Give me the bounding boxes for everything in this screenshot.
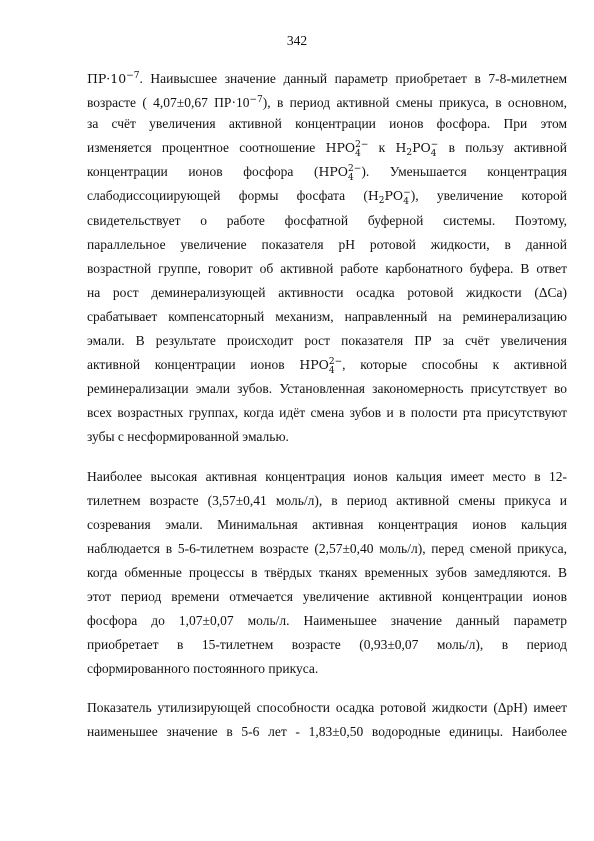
chem-formula-h2po4: $H_2PO$ − 4: [395, 140, 439, 160]
text-line: созревания эмали. Минимальная активная концентрация ионов кальция: [87, 516, 567, 532]
text-line: наблюдается в 5-6-тилетнем возрасте (2,57±0,40 моль/л), перед сменой прикуса,: [87, 540, 567, 556]
text-line: всех возрастных группах, когда идёт смена зубов и в полости рта присутствуют: [87, 405, 567, 421]
text-line: наименьшее значение в 5-6 лет - 1,83±0,50 водородные единицы. Наиболее: [87, 724, 567, 740]
text-line: за счёт увеличения активной концентрации ионов фосфора. При этом: [87, 116, 567, 132]
text-line: реминерализации эмали зубов. Установленная закономерность присутствует во: [87, 381, 567, 397]
paragraph-2: [87, 465, 567, 682]
text-line: активной концентрации ионов HPO 2− 4 , которые способны к активной: [87, 353, 567, 377]
text-line: концентрации ионов фосфора (HPO 2− 4 ). Уменьшается концентрация: [87, 160, 567, 184]
text-line: тилетнем возрасте (3,57±0,41 моль/л), в период активной смены прикуса и: [87, 492, 567, 508]
chem-formula-hpo4: HPO 2− 4: [325, 140, 369, 160]
chem-formula-h2po4: $H_2PO$ − 4: [367, 188, 411, 208]
text-line: когда обменные процессы в твёрдых тканях временных зубов замедляются. В: [87, 564, 567, 580]
text-line: возрастной группе, говорит об активной работе карбонатного буфера. В ответ: [87, 260, 567, 276]
text-line: фосфора до 1,07±0,07 моль/л. Наименьшее значение данный параметр: [87, 613, 567, 629]
text-line: слабодиссоциирующей формы фосфата ($H_2PO$ − 4 ), увеличение которой: [87, 184, 567, 208]
text-line: срабатывает компенсаторный механизм, направленный на реминерализацию: [87, 308, 567, 324]
text-line: на рост деминерализующей активности осадка ротовой жидкости (ΔCa): [87, 284, 567, 300]
text-line: $ПР\cdot 10^{-7}$. Наивысшее значение данный параметр приобретает в 7-8-милетнем: [87, 71, 567, 86]
text-line: возрасте ( 4,07±0,67 $ПР\cdot 10^{-7}$), в период активной смены прикуса, в основном,: [87, 95, 567, 111]
page-number: 342: [286, 33, 308, 48]
text-line: изменяется процентное соотношение HPO 2− 4 к $H_2PO$ − 4 в пользу активной: [87, 136, 567, 160]
chem-formula-hpo4: HPO 2− 4: [299, 357, 343, 377]
text-line: Показатель утилизирующей способности осадка ротовой жидкости (ΔpH) имеет: [87, 700, 567, 716]
chem-formula-hpo4: HPO 2− 4: [318, 164, 362, 184]
text-line: этот период времени отмечается увеличение активной концентрации ионов: [87, 588, 567, 604]
text-line: эмали. В результате происходит рост показателя ПР за счёт увеличения: [87, 333, 567, 349]
body-text: [87, 64, 567, 745]
paragraph-1: [87, 64, 567, 450]
paragraph-3: [87, 696, 567, 744]
text-line: параллельное увеличение показателя pH ротовой жидкости, в данной: [87, 236, 567, 252]
text-line: свидетельствует о работе фосфатной буферной системы. Поэтому,: [87, 212, 567, 228]
text-line: Наиболее высокая активная концентрация ионов кальция имеет место в 12-: [87, 468, 567, 484]
text-line: сформированного постоянного прикуса.: [87, 661, 319, 677]
text-line: приобретает в 15-тилетнем возрасте (0,93±0,07 моль/л), в период: [87, 637, 567, 653]
text-line: зубы с несформированной эмалью.: [87, 429, 289, 445]
